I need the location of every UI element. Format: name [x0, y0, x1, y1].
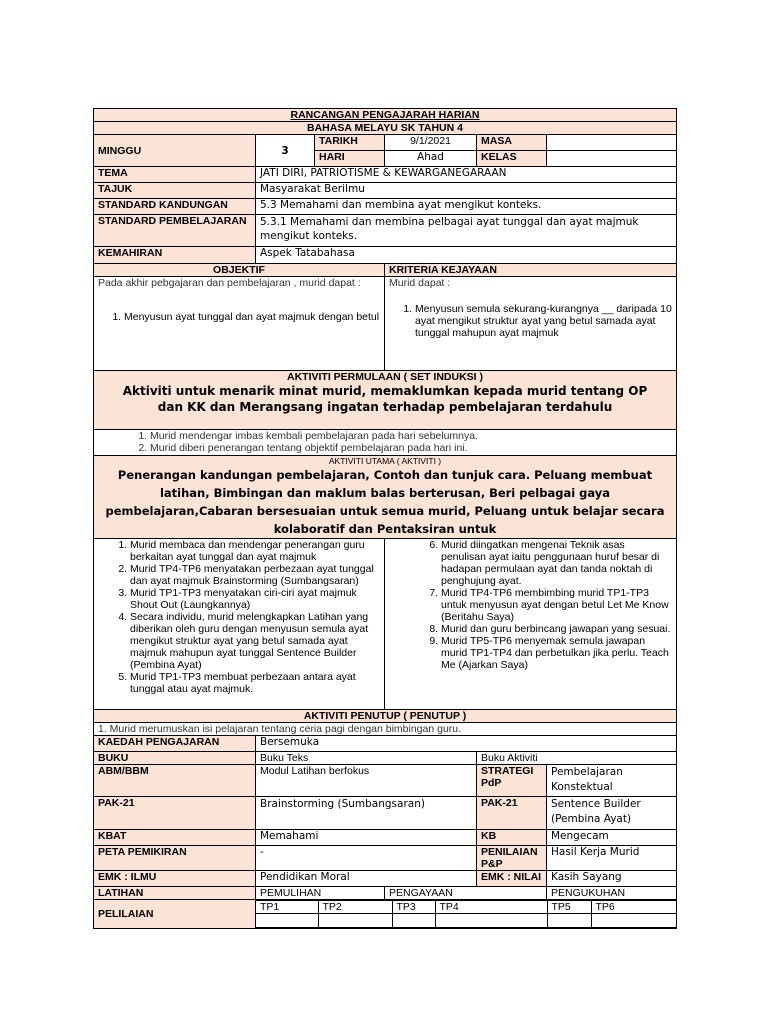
- objektif-heading: OBJEKTIF: [94, 264, 385, 277]
- objektif-list: [98, 311, 380, 323]
- kriteria-intro: Murid dapat :: [389, 277, 451, 289]
- kelas-value: [547, 151, 677, 167]
- utama-left-cell: [94, 539, 385, 710]
- objektif-cell: [94, 277, 385, 371]
- rph-table: [93, 108, 677, 929]
- kaedah-value: Bersemuka: [256, 736, 677, 752]
- kelas-label: KELAS: [477, 151, 547, 167]
- pak21-label: PAK-21: [94, 797, 256, 830]
- masa-label: MASA: [477, 135, 547, 151]
- peta-value: -: [256, 846, 477, 871]
- strategi-label: STRATEGI PdP: [477, 765, 547, 797]
- list-item: 1. Murid mendengar imbas kembali pembelajaran pada hari sebelumnya.: [150, 430, 672, 442]
- pak21b-label: PAK-21: [477, 797, 547, 830]
- minggu-value: 3: [256, 135, 315, 167]
- masa-value: [547, 135, 677, 151]
- tp4-value: [435, 914, 547, 928]
- penilaian-label: PENILAIAN P&P: [477, 846, 547, 871]
- permulaan-list: [98, 430, 672, 454]
- hari-label: HARI: [315, 151, 385, 167]
- list-item: 1. Murid membaca dan mendengar penerangan guru berkaitan ayat tunggal dan ayat majmuk: [130, 539, 380, 563]
- latihan-pengayaan: PENGAYAAN: [385, 887, 547, 900]
- tp5-label: TP5: [547, 901, 591, 914]
- tp3-value: [392, 914, 435, 928]
- peta-label: PETA PEMIKIRAN: [94, 846, 256, 871]
- tp6-value: [591, 914, 677, 928]
- buku-teks: Buku Teks: [256, 752, 477, 765]
- tp1-label: TP1: [256, 901, 318, 914]
- tajuk-value: Masyarakat Berilmu: [256, 183, 677, 199]
- buku-aktiviti: Buku Aktiviti: [477, 752, 677, 765]
- kbat-label: KBAT: [94, 830, 256, 846]
- list-item: 7. Murid TP4-TP6 membimbing murid TP1-TP3 untuk menyusun ayat dengan betul Let Me Know (Beritahu Saya): [441, 587, 672, 623]
- kriteria-list: [389, 303, 672, 339]
- buku-label: BUKU: [94, 752, 256, 765]
- hari-value: Ahad: [385, 151, 477, 167]
- utama-right-list: [389, 539, 672, 671]
- latihan-pemulihan: PEMULIHAN: [256, 887, 385, 900]
- permulaan-desc: Aktiviti untuk menarik minat murid, memaklumkan kepada murid tentang OP dan KK dan Merangsang ingatan terhadap pembelajaran terdahulu: [122, 384, 648, 414]
- list-item: 8. Murid dan guru berbincang jawapan yang sesuai.: [441, 623, 672, 635]
- standard-kandungan-label: STANDARD KANDUNGAN: [94, 199, 256, 215]
- list-item: 4. Secara individu, murid melengkapkan Latihan yang diberikan oleh guru dengan menyusun semula ayat mengikut struktur ayat yang betul samada ayat majmuk mahupun ayat tunggal Sentence Builder (Pembina Ayat): [130, 611, 380, 671]
- tema-value: JATI DIRI, PATRIOTISME & KEWARGANEGARAAN: [256, 167, 677, 183]
- utama-heading: AKTIVITI UTAMA ( AKTIVITI ): [328, 456, 442, 466]
- tajuk-label: TAJUK: [94, 183, 256, 199]
- abm-label: ABM/BBM: [94, 765, 256, 797]
- kb-label: KB: [477, 830, 547, 846]
- emk-nilai-label: EMK : NILAI: [477, 871, 547, 887]
- tarikh-value: 9/1/2021: [385, 135, 477, 151]
- tp-table: [256, 900, 677, 928]
- pak21b-value: Sentence Builder (Pembina Ayat): [547, 797, 677, 830]
- tp2-value: [318, 914, 392, 928]
- kriteria-cell: [385, 277, 677, 371]
- minggu-label: MINGGU: [94, 135, 256, 167]
- kaedah-label: KAEDAH PENGAJARAN: [94, 736, 256, 752]
- document-title: RANCANGAN PENGAJARAH HARIAN: [94, 109, 677, 122]
- standard-pembelajaran-label: STANDARD PEMBELAJARAN: [94, 215, 256, 247]
- list-item: 2. Murid diberi penerangan tentang objektif pembelajaran pada hari ini.: [150, 442, 672, 454]
- permulaan-heading: AKTIVITI PERMULAAN ( SET INDUKSI ): [287, 371, 483, 383]
- pak21-value: Brainstorming (Sumbangsaran): [256, 797, 477, 830]
- latihan-pengukuhan: PENGUKUHAN: [547, 887, 677, 900]
- kb-value: Mengecam: [547, 830, 677, 846]
- tp3-label: TP3: [392, 901, 435, 914]
- utama-cell: [94, 456, 677, 539]
- emk-nilai-value: Kasih Sayang: [547, 871, 677, 887]
- kemahiran-value: Aspek Tatabahasa: [256, 247, 677, 264]
- list-item: 1. Menyusun semula sekurang-kurangnya __ daripada 10 ayat mengikut struktur ayat yang betul samada ayat tunggal mahupun ayat majmuk: [415, 303, 672, 339]
- pelilaian-label: PELILAIAN: [94, 900, 256, 929]
- penutup-text: 1. Murid merumuskan isi pelajaran tentang ceria pagi dengan bimbingan guru.: [94, 723, 677, 736]
- utama-right-cell: [385, 539, 677, 710]
- list-item: 2. Murid TP4-TP6 menyatakan perbezaan ayat tunggal dan ayat majmuk Brainstorming (Sumbangsaran): [130, 563, 380, 587]
- pelilaian-grid: [256, 900, 677, 929]
- tema-label: TEMA: [94, 167, 256, 183]
- kemahiran-label: KEMAHIRAN: [94, 247, 256, 264]
- list-item: 1. Menyusun ayat tunggal dan ayat majmuk dengan betul: [124, 311, 380, 323]
- list-item: 5. Murid TP1-TP3 membuat perbezaan antara ayat tunggal atau ayat majmuk.: [130, 671, 380, 695]
- emk-ilmu-value: Pendidikan Moral: [256, 871, 477, 887]
- tp1-value: [256, 914, 318, 928]
- document-subtitle: BAHASA MELAYU SK TAHUN 4: [94, 122, 677, 135]
- standard-kandungan-value: 5.3 Memahami dan membina ayat mengikut konteks.: [256, 199, 677, 215]
- objektif-intro: Pada akhir pebgajaran dan pembelajaran , murid dapat :: [98, 277, 361, 289]
- list-item: 9. Murid TP5-TP6 menyemak semula jawapan murid TP1-TP4 dan perbetulkan jika perlu. Teach Me (Ajarkan Saya): [441, 635, 672, 671]
- penutup-heading: AKTIVITI PENUTUP ( PENUTUP ): [94, 710, 677, 723]
- standard-pembelajaran-value: 5.3.1 Memahami dan membina pelbagai ayat tunggal dan ayat majmuk mengikut konteks.: [256, 215, 677, 247]
- tp5-value: [547, 914, 591, 928]
- permulaan-list-cell: [94, 430, 677, 456]
- list-item: 6. Murid diingatkan mengenai Teknik asas penulisan ayat iaitu penggunaan huruf besar di hadapan permulaan ayat dan tanda noktah di penghujung ayat.: [441, 539, 672, 587]
- latihan-label: LATIHAN: [94, 887, 256, 900]
- kbat-value: Memahami: [256, 830, 477, 846]
- tarikh-label: TARIKH: [315, 135, 385, 151]
- emk-ilmu-label: EMK : ILMU: [94, 871, 256, 887]
- list-item: 3. Murid TP1-TP3 menyatakan ciri-ciri ayat majmuk Shout Out (Laungkannya): [130, 587, 380, 611]
- abm-value: Modul Latihan berfokus: [256, 765, 477, 797]
- tp6-label: TP6: [591, 901, 677, 914]
- rph-document: [93, 108, 676, 929]
- penilaian-value: Hasil Kerja Murid: [547, 846, 677, 871]
- tp2-label: TP2: [318, 901, 392, 914]
- kriteria-heading: KRITERIA KEJAYAAN: [385, 264, 677, 277]
- utama-left-list: [98, 539, 380, 695]
- utama-desc: Penerangan kandungan pembelajaran, Contoh dan tunjuk cara. Peluang membuat latihan, Bimbingan dan maklum balas berterusan, Beri pelbagai gaya pembelajaran,Cabaran bersesuaian untuk semua murid, Peluang untuk belajar secara kolaboratif dan Pentaksiran untuk: [105, 468, 665, 536]
- tp4-label: TP4: [435, 901, 547, 914]
- strategi-value: Pembelajaran Konstektual: [547, 765, 677, 797]
- permulaan-cell: [94, 371, 677, 430]
